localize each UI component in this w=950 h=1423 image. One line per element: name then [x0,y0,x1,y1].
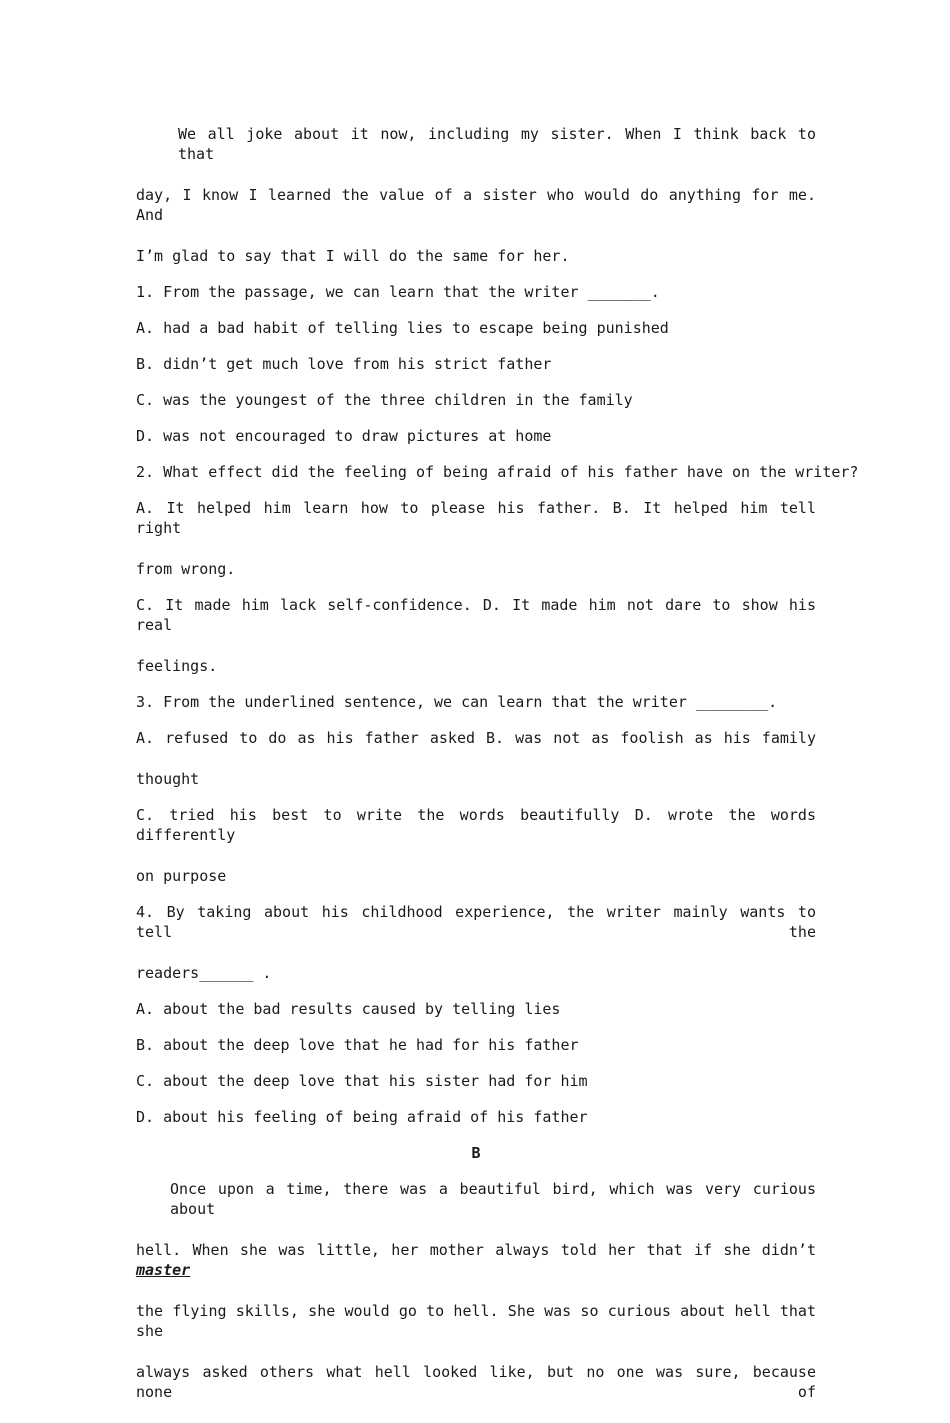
section-heading: B [471,1144,481,1162]
answer-option: B. didn’t get much love from his strict father [136,355,552,373]
answer-option: C. tried his best to write the words beautifully D. wrote the words differently [136,806,816,844]
answer-option: C. It made him lack self-confidence. D. It made him not dare to show his real [136,596,816,634]
passage-a-ending [136,124,816,266]
answer-option: on purpose [136,867,227,885]
answer-option: from wrong. [136,560,236,578]
answer-option: thought [136,770,200,788]
question-3 [136,692,816,886]
passage-b-line: Once upon a time, there was a beautiful bird, which was very curious about [170,1180,816,1218]
answer-option: C. was the youngest of the three children in the family [136,391,633,409]
question-stem: readers______ . [136,964,272,982]
passage-a-line: We all joke about it now, including my sister. When I think back to that [178,125,816,163]
passage-b-line: always asked others what hell looked like, but no one was sure, because none of [136,1363,816,1401]
answer-option: C. about the deep love that his sister had for him [136,1072,588,1090]
passage-a-line: day, I know I learned the value of a sister who would do anything for me. And [136,186,816,224]
question-1 [136,282,816,446]
question-stem: 2. What effect did the feeling of being afraid of his father have on the writer? [136,463,859,481]
document-page [136,124,859,1423]
passage-b-line: the flying skills, she would go to hell. She was so curious about hell that she [136,1302,816,1340]
answer-option: D. about his feeling of being afraid of his father [136,1108,588,1126]
passage-a-line: I’m glad to say that I will do the same for her. [136,247,570,265]
answer-option: D. was not encouraged to draw pictures at home [136,427,552,445]
question-stem: 4. By taking about his childhood experience, the writer mainly wants to tell the [136,903,816,941]
answer-option: A. It helped him learn how to please his father. B. It helped him tell right [136,499,816,537]
answer-option: A. refused to do as his father asked B. was not as foolish as his family [136,729,816,747]
question-stem: 3. From the underlined sentence, we can learn that the writer ________. [136,693,778,711]
answer-option: A. about the bad results caused by telling lies [136,1000,561,1018]
answer-option: A. had a bad habit of telling lies to escape being punished [136,319,669,337]
passage-b-line [136,1240,816,1280]
question-2 [136,462,859,676]
underlined-word-master: master [136,1261,191,1279]
answer-option: B. about the deep love that he had for his father [136,1036,579,1054]
section-b [136,1143,816,1402]
question-4 [136,902,816,1127]
passage-b-text: hell. When she was little, her mother always told her that if she didn’t [136,1241,816,1259]
answer-option: feelings. [136,657,218,675]
question-stem: 1. From the passage, we can learn that the writer _______. [136,283,660,301]
